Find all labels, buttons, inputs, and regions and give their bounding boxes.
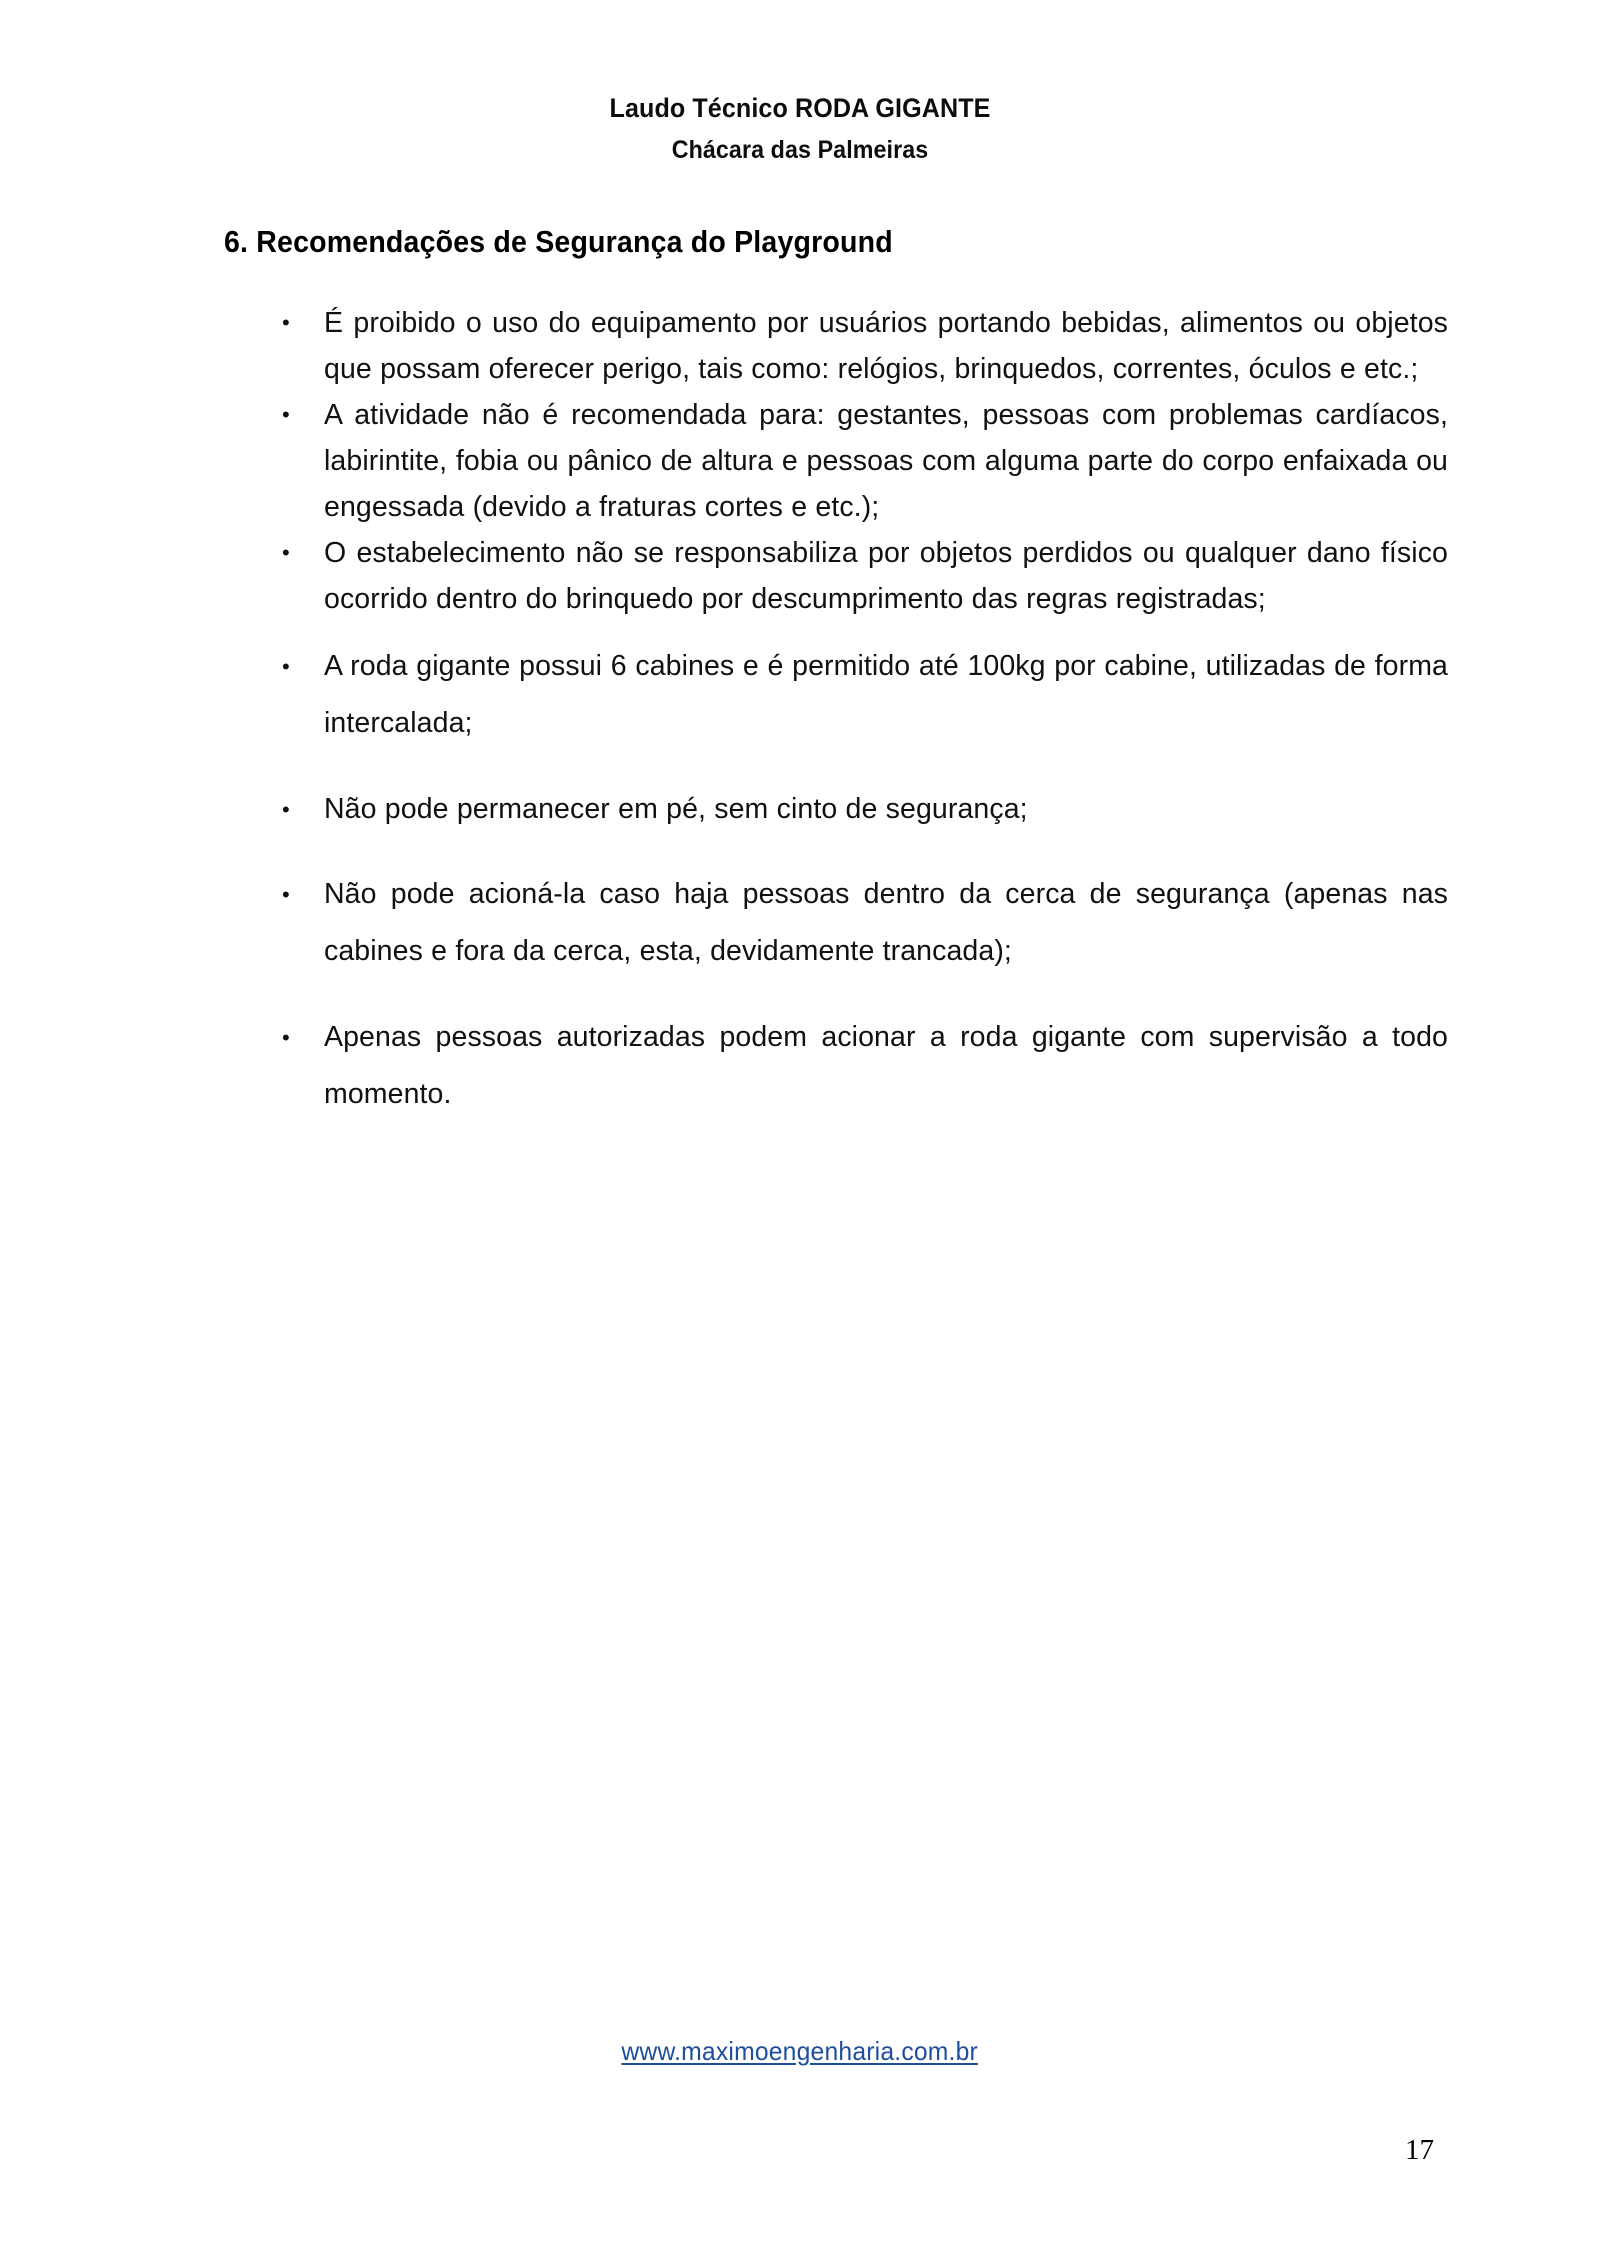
section-heading: 6. Recomendações de Segurança do Playground [224,224,893,259]
footer [0,2036,1600,2067]
document-header [0,88,1600,170]
list-item: • A roda gigante possui 6 cabines e é permitido até 100kg por cabine, utilizadas de forma intercalada; [270,638,1448,752]
list-item: • Apenas pessoas autorizadas podem acionar a roda gigante com supervisão a todo momento. [270,1009,1448,1123]
list-item: • A atividade não é recomendada para: gestantes, pessoas com problemas cardíacos, labirintite, fobia ou pânico de altura e pessoas com alguma parte do corpo enfaixada ou engessada (devido a fraturas cortes e etc.); [270,392,1448,530]
list-item: • Não pode permanecer em pé, sem cinto de segurança; [270,781,1448,838]
recommendations-list [270,300,1448,1151]
list-item: • É proibido o uso do equipamento por usuários portando bebidas, alimentos ou objetos que possam oferecer perigo, tais como: relógios, brinquedos, correntes, óculos e etc.; [270,300,1448,392]
website-link[interactable]: www.maximoengenharia.com.br [621,2036,979,2066]
document-title: Laudo Técnico RODA GIGANTE [609,93,991,123]
list-item: • O estabelecimento não se responsabiliza por objetos perdidos ou qualquer dano físico ocorrido dentro do brinquedo por descumprimento das regras registradas; [270,530,1448,622]
page-number: 17 [1405,2134,1434,2166]
list-item: • Não pode acioná-la caso haja pessoas dentro da cerca de segurança (apenas nas cabines e fora da cerca, esta, devidamente trancada); [270,866,1448,980]
document-subtitle: Chácara das Palmeiras [671,136,929,164]
